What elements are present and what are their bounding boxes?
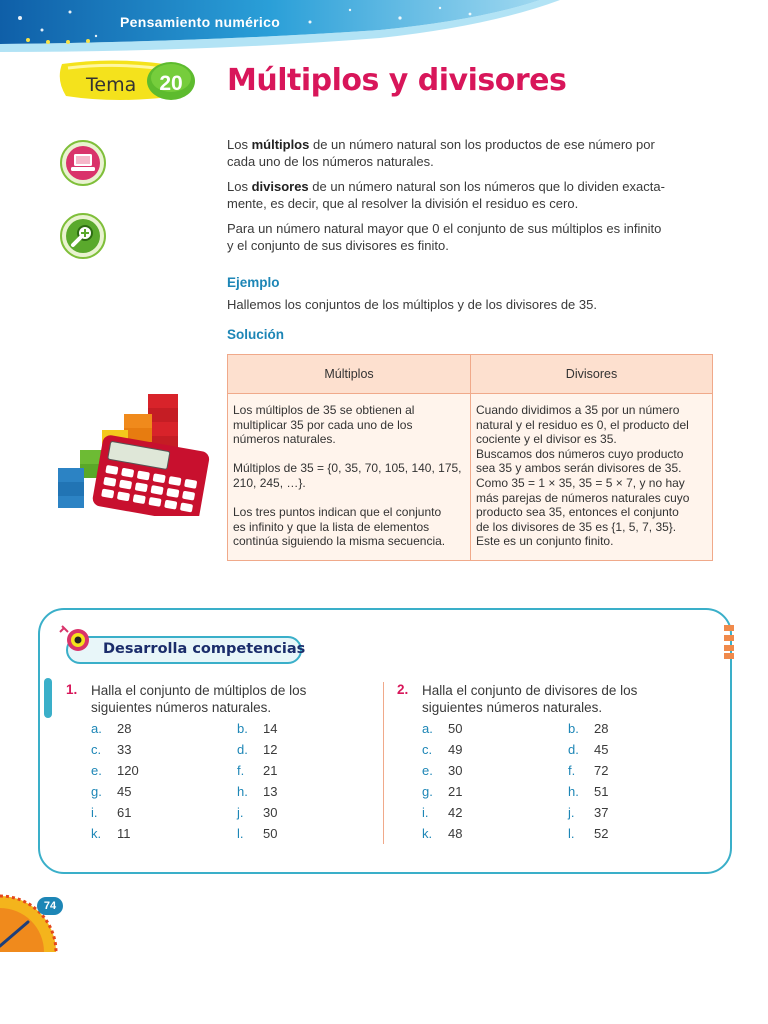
eye-bug-icon: [58, 624, 98, 654]
table-header-multiplos: Múltiplos: [228, 355, 470, 394]
exercise-item-letter: f.: [237, 763, 245, 778]
box-left-accent: [44, 678, 52, 718]
exercise-item-value: 30: [448, 763, 463, 778]
exercise-item: [422, 762, 542, 780]
question-2-text: Halla el conjunto de divisores de los siguientes números naturales.: [422, 683, 638, 715]
exercise-item: [91, 741, 211, 759]
exercise-item: [91, 804, 211, 822]
exercise-item-letter: h.: [237, 784, 248, 799]
exercise-item: [422, 804, 542, 822]
exercise-item: [237, 825, 357, 843]
exercise-item: [422, 741, 542, 759]
exercise-item: [237, 783, 357, 801]
term-divisores: divisores: [251, 179, 309, 194]
exercise-item-letter: k.: [422, 826, 433, 841]
exercise-item-value: 11: [117, 826, 131, 841]
exercise-item-value: 72: [594, 763, 609, 778]
exercise-item: [237, 804, 357, 822]
exercise-item: [568, 804, 688, 822]
exercise-item-letter: k.: [91, 826, 102, 841]
exercise-item: [91, 783, 211, 801]
exercise-item-value: 13: [263, 784, 278, 799]
table-header-divisores: Divisores: [471, 355, 712, 394]
exercise-item-value: 37: [594, 805, 609, 820]
exercise-item-letter: f.: [568, 763, 576, 778]
intro-paragraph-divisors: Los divisores de un número natural son los números que lo dividen exacta- mente, es decir, que al resolver la división el residuo es cero.: [227, 179, 665, 211]
page-title: Múltiplos y divisores: [227, 63, 567, 98]
exercise-item-letter: g.: [91, 784, 102, 799]
table-cell-multiplos: Los múltiplos de 35 se obtienen al multiplicar 35 por cada uno de los números naturales. Múltiplos de 35 = {0, 35, 70, 105, 140, 175, 210, 245, …}. Los tres puntos indican que el conjunto es infinito y que la lista de elementos continúa siguiendo la misma secuencia.: [233, 403, 462, 549]
exercise-item-letter: b.: [568, 721, 579, 736]
question-1-text: Halla el conjunto de múltiplos de los siguientes números naturales.: [91, 683, 307, 715]
magnifier-plus-icon: [60, 213, 106, 259]
exercise-item-letter: j.: [237, 805, 244, 820]
exercise-item: [568, 720, 688, 738]
exercise-item: [568, 783, 688, 801]
exercise-item-letter: e.: [422, 763, 433, 778]
page-number: 74: [37, 897, 63, 915]
competencias-title: Desarrolla competencias: [103, 641, 306, 657]
calculator-illustration: [52, 386, 222, 516]
exercise-item: [422, 783, 542, 801]
exercise-item-value: 52: [594, 826, 609, 841]
exercise-item: [237, 762, 357, 780]
exercise-item-letter: b.: [237, 721, 248, 736]
exercise-item-letter: l.: [237, 826, 244, 841]
exercise-item-value: 120: [117, 763, 139, 778]
exercise-item-letter: h.: [568, 784, 579, 799]
example-heading: Ejemplo: [227, 275, 280, 290]
exercise-item-letter: g.: [422, 784, 433, 799]
exercise-item: [91, 825, 211, 843]
exercise-item-value: 28: [117, 721, 132, 736]
exercise-item: [568, 741, 688, 759]
exercise-item-value: 51: [594, 784, 609, 799]
exercise-item: [237, 741, 357, 759]
exercise-item-value: 14: [263, 721, 278, 736]
solution-table: [227, 354, 713, 561]
exercise-item: [91, 762, 211, 780]
section-title: Pensamiento numérico: [120, 14, 281, 30]
exercise-item: [237, 720, 357, 738]
exercise-item: [422, 720, 542, 738]
tema-number: 20: [159, 72, 183, 95]
exercise-item-letter: d.: [568, 742, 579, 757]
exercise-item-letter: i.: [91, 805, 98, 820]
exercise-item-value: 12: [263, 742, 278, 757]
example-text: Hallemos los conjuntos de los múltiplos y de los divisores de 35.: [227, 297, 597, 312]
question-2-number: 2.: [397, 682, 409, 697]
exercise-item-value: 50: [448, 721, 463, 736]
exercise-item-letter: i.: [422, 805, 429, 820]
exercise-item-letter: l.: [568, 826, 575, 841]
exercise-item-value: 45: [117, 784, 132, 799]
exercise-item-letter: j.: [568, 805, 575, 820]
exercise-item-value: 28: [594, 721, 609, 736]
table-divider: [470, 355, 471, 560]
intro-paragraph-multiples: Los múltiplos de un número natural son los productos de ese número por cada uno de los números naturales.: [227, 137, 655, 169]
exercise-item-value: 30: [263, 805, 278, 820]
exercise-item: [91, 720, 211, 738]
exercise-item-letter: a.: [422, 721, 433, 736]
solution-heading: Solución: [227, 327, 284, 342]
exercise-item-letter: d.: [237, 742, 248, 757]
exercise-item-value: 48: [448, 826, 463, 841]
exercise-item-letter: a.: [91, 721, 102, 736]
laptop-icon: [60, 140, 106, 186]
exercise-item-letter: e.: [91, 763, 102, 778]
question-1-number: 1.: [66, 682, 78, 697]
header-banner: [0, 0, 768, 60]
exercise-item-value: 42: [448, 805, 463, 820]
exercise-item-value: 33: [117, 742, 132, 757]
exercise-item-value: 45: [594, 742, 609, 757]
questions-divider: [383, 682, 384, 844]
table-cell-divisores: Cuando dividimos a 35 por un número natural y el residuo es 0, el producto del cociente y el divisor es 35. Buscamos dos números cuyo producto sea 35 y ambos serán divisores de 35. Como 35 = 1 × 35, 35 = 5 × 7, y no hay más parejas de números naturales cuyo producto sea 35, entonces el conjunto de los divisores de 35 es {1, 5, 7, 35}. Este es un conjunto finito.: [476, 403, 690, 549]
exercise-item-value: 21: [448, 784, 463, 799]
exercise-item-value: 21: [263, 763, 278, 778]
term-multiplos: múltiplos: [251, 137, 310, 152]
exercise-item-value: 49: [448, 742, 463, 757]
exercise-item-value: 61: [117, 805, 132, 820]
exercise-item-letter: c.: [422, 742, 433, 757]
exercise-item: [568, 762, 688, 780]
box-right-accent: [724, 625, 734, 659]
exercise-item: [568, 825, 688, 843]
exercise-item-value: 50: [263, 826, 278, 841]
intro-paragraph-sets: Para un número natural mayor que 0 el conjunto de sus múltiplos es infinito y el conjunto de sus divisores es finito.: [227, 221, 662, 253]
exercise-item-letter: c.: [91, 742, 102, 757]
tema-label: Tema: [86, 74, 137, 96]
exercise-item: [422, 825, 542, 843]
